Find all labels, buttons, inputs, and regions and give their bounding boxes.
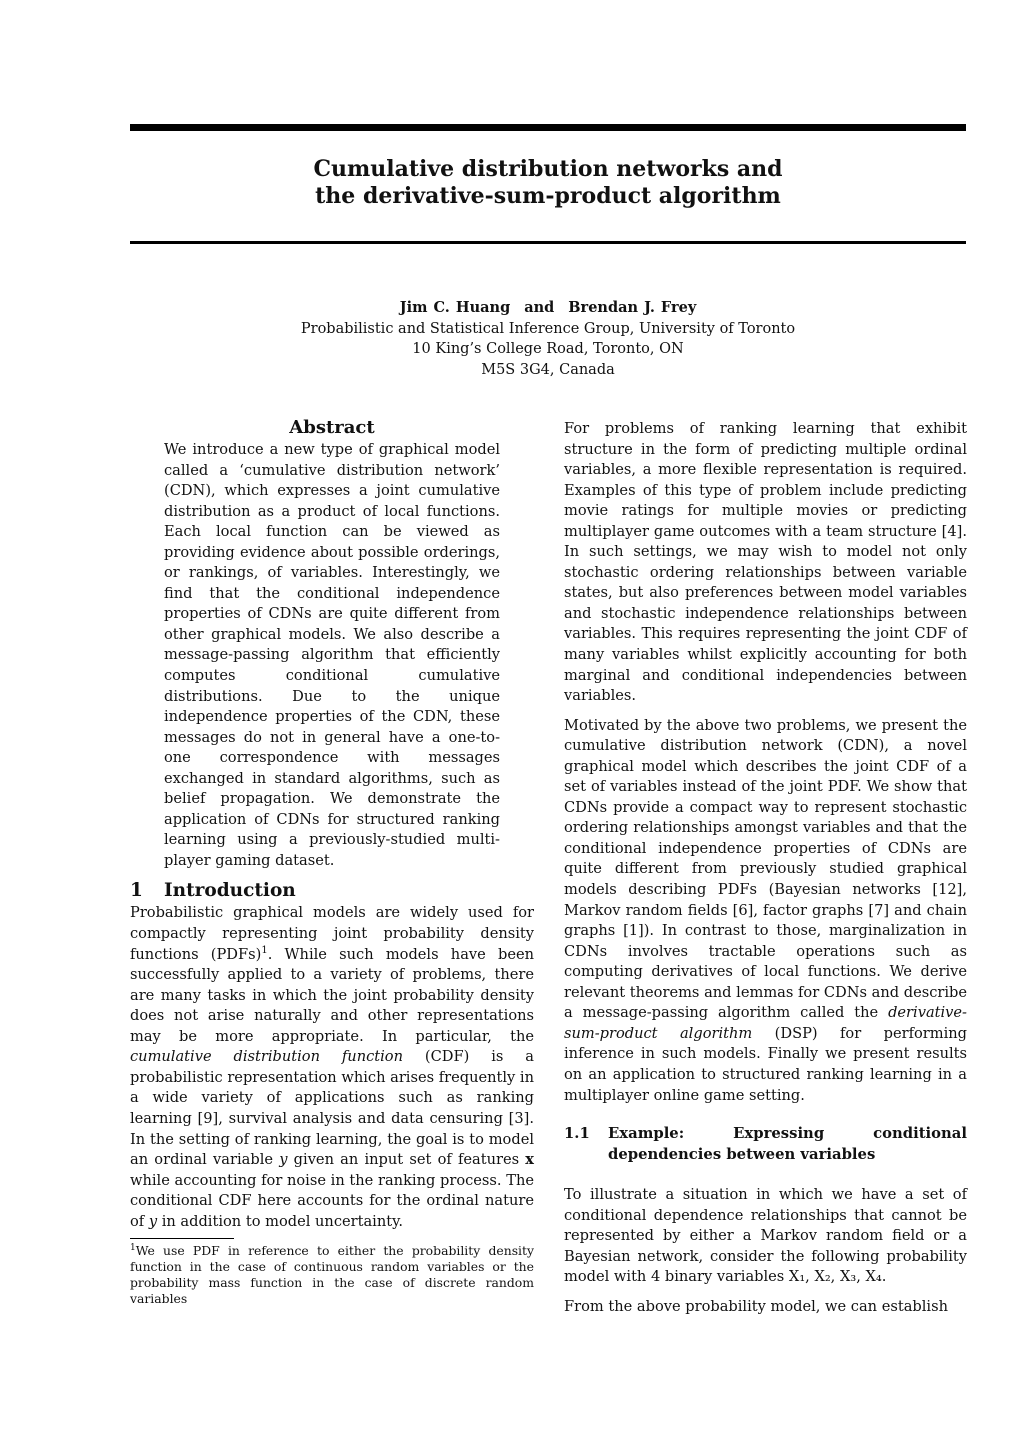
text-run: Probabilistic graphical models are widely used for compactly representing joint probability density functions (PDFs) [130, 904, 534, 963]
math-x: x [525, 1151, 534, 1169]
section-title: Introduction [164, 880, 296, 902]
footnote-ref: 1 [261, 944, 268, 956]
footnote-mark: 1 [130, 1243, 136, 1254]
paper-title [130, 156, 966, 210]
address-line-1: 10 King’s College Road, Toronto, ON [412, 341, 684, 357]
affiliation: Probabilistic and Statistical Inference Group, University of Toronto [300, 320, 796, 337]
left-column [130, 416, 534, 1307]
author-names [130, 298, 966, 319]
text-run: given an input set of features [287, 1151, 526, 1169]
top-rule [130, 124, 966, 131]
intro-paragraph-2: For problems of ranking learning that exhibit structure in the form of predicting multiple ordinal variables, a more flexible representation is required. Examples of this type of problem include predicting movie ratings for multiple movies or predicting multiplayer game outcomes with a team structure [4]. In such settings, we may wish to model not only stochastic ordering relationships between variable states, but also preferences between model variables and stochastic independence relationships between variables. This requires representing the joint CDF of many variables whilst explicitly accounting for both marginal and conditional independencies between variables. [564, 420, 967, 705]
title-rule [130, 241, 966, 244]
text-run: . While such models have been successfully applied to a variety of problems, there are many tasks in which the joint probability density does not arise naturally and other representations may be more appropriate. In particular, the [130, 945, 534, 1045]
intro-paragraph-1 [130, 903, 534, 1232]
subsection-paragraph-1: To illustrate a situation in which we have a set of conditional dependence relationships that cannot be represented by either a Markov random field or a Bayesian network, consider the following probability model with 4 binary variables X₁, X₂, X₃, X₄. [564, 1186, 967, 1286]
text-run: while accounting for noise in the ranking process. The conditional CDF here accounts for the ordinal nature of [130, 1171, 534, 1230]
subsection-paragraph-2: From the above probability model, we can establish [564, 1297, 948, 1315]
math-y: y [148, 1212, 158, 1230]
text-run: in addition to model uncertainty. [157, 1212, 404, 1230]
address-line-2: M5S 3G4, Canada [481, 361, 615, 378]
text-run: (DSP) for performing inference in such models. Finally we present results on an application to structured ranking learning in a multiplayer online game setting. [564, 1024, 967, 1104]
section-number: 1 [130, 880, 143, 902]
title-line-2: the derivative-sum-product algorithm [315, 183, 781, 209]
subsection-heading [564, 1124, 967, 1165]
section-heading-introduction [130, 879, 534, 903]
title-line-1: Cumulative distribution networks and [313, 156, 783, 182]
right-column [564, 419, 967, 1317]
abstract-heading: Abstract [289, 417, 375, 438]
abstract-text: We introduce a new type of graphical model called a ‘cumulative distribution network’ (CDN), which expresses a joint cumulative distribution as a product of local functions. Each local function can be viewed as providing evidence about possible orderings, or rankings, of variables. Interestingly, we find that the conditional independence properties of CDNs are quite different from other graphical models. We also describe a message-passing algorithm that efficiently computes conditional cumulative distributions. Due to the unique independence properties of the CDN, these messages do not in general have a one-to-one correspondence with messages exchanged in standard algorithms, such as belief propagation. We demonstrate the application of CDNs for structured ranking learning using a previously-studied multi-player gaming dataset. [164, 441, 500, 869]
footnote-text: We use PDF in reference to either the probability density function in the case of continuous random variables or the probability mass function in the case of discrete random variables [130, 1243, 534, 1307]
math-y: y [279, 1151, 288, 1169]
subsection-number: 1.1 [564, 1125, 590, 1143]
text-run: (CDF) is a probabilistic representation which arises frequently in a wide variety of applications such as ranking learning [9], survival analysis and data censuring [3]. In the setting of ranking learning, the goal is to model an ordinal variable [130, 1048, 534, 1169]
abstract [164, 416, 500, 871]
emphasis-cdf: cumulative distribution function [130, 1048, 403, 1066]
author-2: Brendan J. Frey [568, 299, 697, 316]
subsection-title: Example: Expressing conditional dependencies between variables [608, 1125, 967, 1163]
author-and: and [524, 299, 555, 316]
emphasis-dsp: derivative-sum-product algorithm [564, 1004, 967, 1042]
text-run: Motivated by the above two problems, we present the cumulative distribution network (CDN), a novel graphical model which describes the joint CDF of a set of variables instead of the joint PDF. We show that CDNs provide a compact way to represent stochastic ordering relationships amongst variables and that the conditional independence properties of CDNs are quite different from previously studied graphical models describing PDFs (Bayesian networks [12], Markov random fields [6], factor graphs [7] and chain graphs [1]). In contrast to those, marginalization in CDNs involves tractable operations such as computing derivatives of local functions. We derive relevant theorems and lemmas for CDNs and describe a message-passing algorithm called the [564, 716, 967, 1022]
footnote-rule [130, 1238, 234, 1239]
author-block [130, 298, 966, 380]
footnote [130, 1243, 534, 1307]
author-1: Jim C. Huang [399, 299, 511, 316]
intro-paragraph-3 [564, 716, 967, 1106]
